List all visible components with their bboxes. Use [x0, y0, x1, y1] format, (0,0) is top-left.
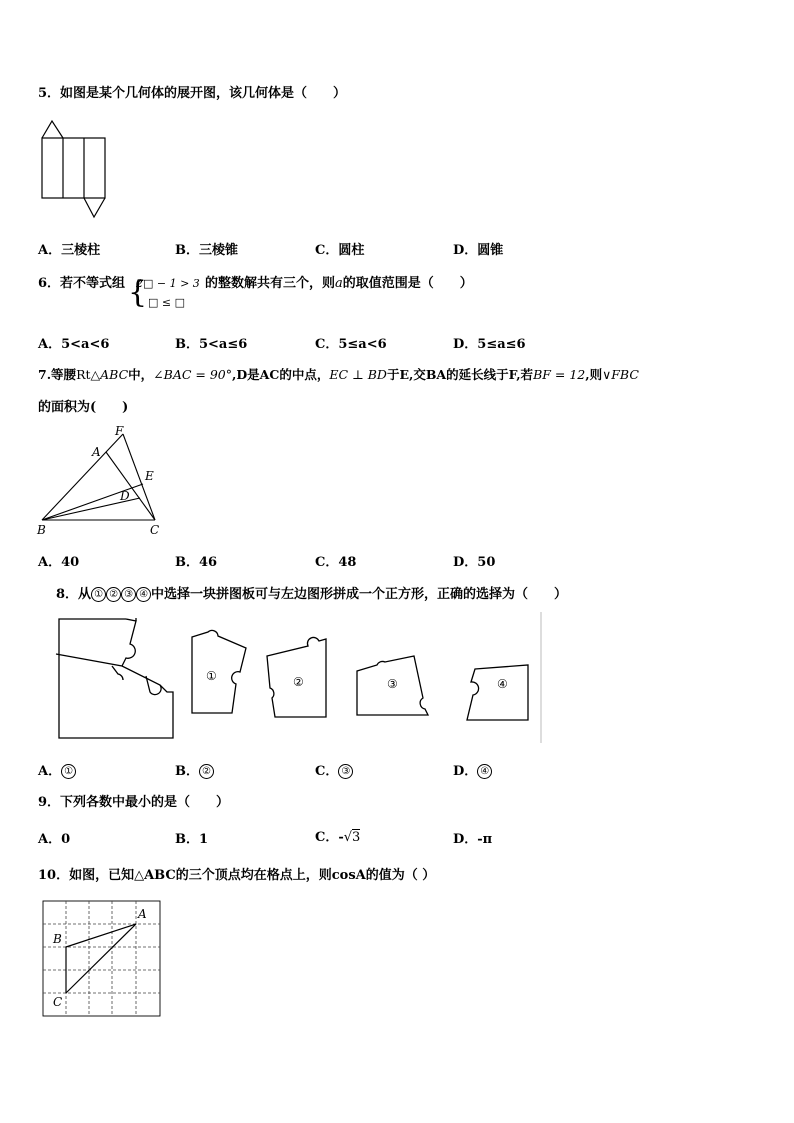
q7-label-c: C — [150, 523, 160, 537]
circle-4: ④ — [136, 587, 151, 602]
q6-stem-b-text: 的整数解共有三个，则 — [205, 276, 336, 291]
q7-option-d: D．50 — [453, 555, 496, 570]
q7-tri: ∨FBC — [602, 367, 639, 382]
svg-text:②: ② — [293, 675, 304, 689]
q8-option-b — [175, 760, 214, 779]
q7-abc: ABC — [100, 367, 129, 382]
q9-sqrt-arg: 3 — [352, 830, 361, 845]
circle-3: ③ — [121, 587, 136, 602]
q7-text-d: 于E,交BA的延长线于F,若 — [386, 367, 534, 382]
q9-option-d: D．-π — [453, 832, 493, 847]
q7-option-b: B．46 — [175, 555, 218, 570]
svg-text:④: ④ — [497, 677, 508, 691]
q7-triangle-figure — [30, 420, 175, 540]
svg-text:①: ① — [206, 669, 217, 683]
q8-option-d-letter: D． — [453, 764, 478, 779]
q6-inequality-2: □ ≤ □ — [148, 296, 185, 309]
q9-option-c — [315, 826, 360, 845]
q6-option-a: A．5<a<6 — [38, 337, 110, 352]
q7-text-c: ,D是AC的中点， — [231, 367, 330, 382]
q9-option-c-text: C．- — [315, 830, 344, 845]
svg-text:③: ③ — [387, 677, 398, 691]
q8-option-c-letter: C． — [315, 764, 339, 779]
q8-stem-a: 8．从 — [56, 587, 92, 602]
circle-1: ① — [91, 587, 106, 602]
q8-puzzle-figure — [50, 610, 545, 745]
q10-label-b: B — [53, 932, 62, 946]
q8-option-a — [38, 760, 76, 779]
q9-option-a: A．0 — [38, 832, 71, 847]
q8-option-d — [453, 760, 492, 779]
q7-rt: Rt△ — [76, 367, 101, 382]
brace-icon: { — [128, 275, 148, 310]
q5-option-c: C．圆柱 — [315, 243, 365, 258]
q8-stem — [56, 583, 567, 602]
q7-bf: BF = 12 — [533, 367, 586, 382]
q7-stem-line2: 的面积为( ) — [38, 400, 129, 415]
q6-option-d: D．5≤a≤6 — [453, 337, 526, 352]
q8-option-d-circle: ④ — [477, 764, 492, 779]
q7-label-f: F — [115, 424, 124, 438]
q6-var: a — [335, 276, 343, 291]
q7-text-e: ,则 — [585, 367, 603, 382]
q6-option-b: B．5<a≤6 — [175, 337, 248, 352]
q5-net-figure — [38, 118, 110, 222]
q10-grid-figure — [38, 896, 166, 1021]
q10-label-c: C — [53, 995, 63, 1009]
q9-option-b: B．1 — [175, 832, 209, 847]
q8-option-a-circle: ① — [61, 764, 76, 779]
q7-angle: ∠BAC = 90° — [153, 367, 232, 382]
q7-label-a: A — [92, 445, 101, 459]
q7-label-e: E — [145, 469, 154, 483]
q7-label-d: D — [120, 489, 130, 503]
q5-stem: 5．如图是某个几何体的展开图，该几何体是（ ） — [38, 86, 347, 101]
q6-stem-a: 6．若不等式组 — [38, 276, 126, 291]
q7-option-a: A．40 — [38, 555, 80, 570]
q6-stem-b — [205, 272, 473, 291]
q7-option-c: C．48 — [315, 555, 357, 570]
q7-label-b: B — [37, 523, 46, 537]
q8-stem-b: 中选择一块拼图板可与左边图形拼成一个正方形，正确的选择为（ ） — [151, 587, 568, 602]
sqrt-icon: √ — [343, 830, 353, 845]
q7-perp: EC ⊥ BD — [329, 367, 387, 382]
q8-option-b-letter: B． — [175, 764, 199, 779]
q5-option-d: D．圆锥 — [453, 243, 504, 258]
circle-2: ② — [106, 587, 121, 602]
q6-option-c: C．5≤a<6 — [315, 337, 387, 352]
q8-option-a-letter: A． — [38, 764, 62, 779]
q6-inequality-1: 2□ − 1 > 3 — [136, 277, 200, 290]
q5-option-b: B．三棱锥 — [175, 243, 238, 258]
q8-option-c-circle: ③ — [338, 764, 353, 779]
q6-stem-c: 的取值范围是（ ） — [342, 276, 473, 291]
q8-option-b-circle: ② — [199, 764, 214, 779]
q8-option-c — [315, 760, 353, 779]
q10-label-a: A — [138, 907, 147, 921]
q9-stem: 9．下列各数中最小的是（ ） — [38, 795, 230, 810]
q7-stem-line1 — [38, 365, 639, 383]
q6-inequality-system — [128, 274, 208, 314]
q10-stem: 10．如图，已知△ABC的三个顶点均在格点上，则cosA的值为（ ） — [38, 868, 436, 883]
q7-text-a: 7.等腰 — [38, 367, 77, 382]
q5-option-a: A．三棱柱 — [38, 243, 101, 258]
q7-text-b: 中， — [128, 367, 154, 382]
